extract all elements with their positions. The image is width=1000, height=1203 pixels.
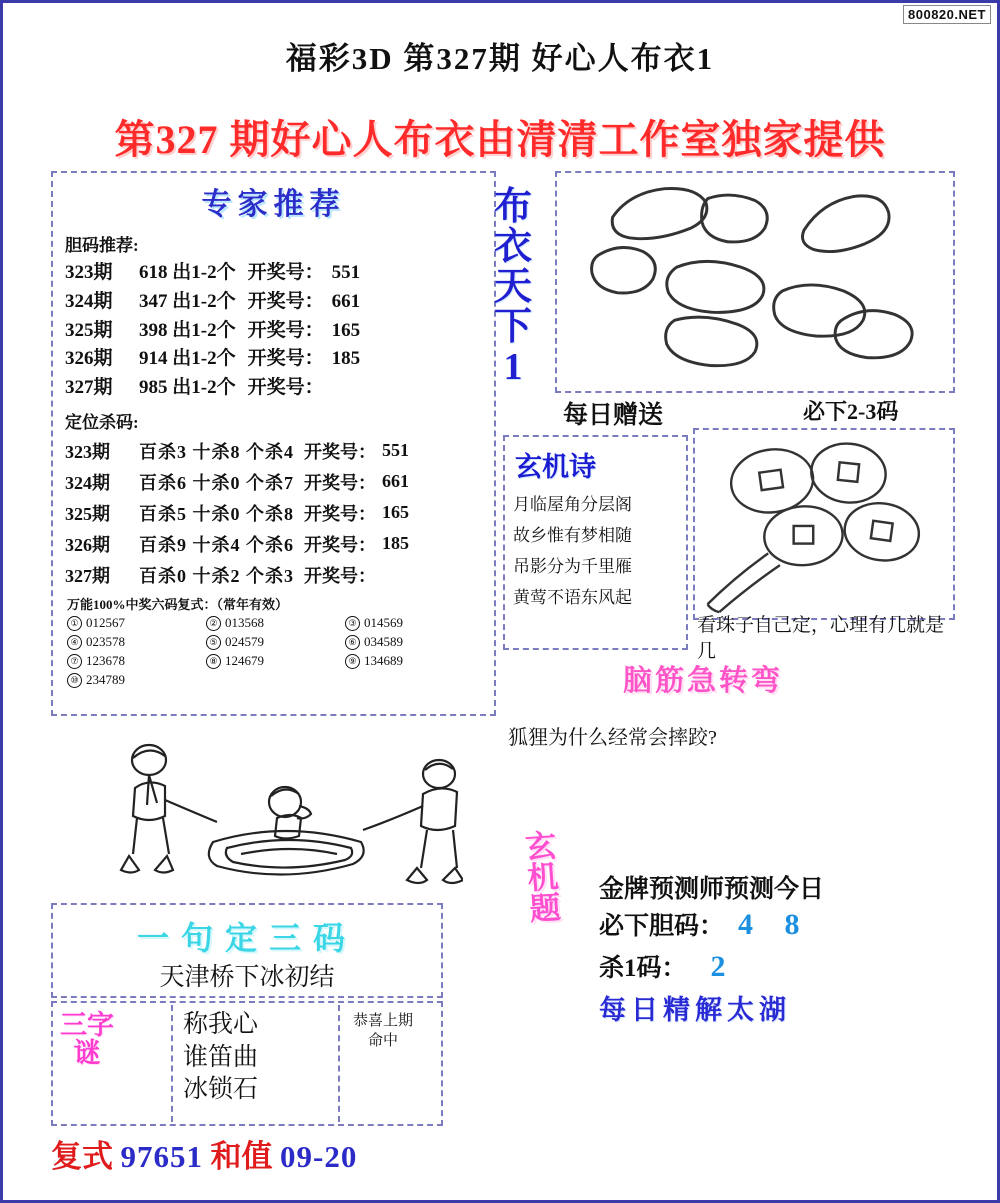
fushi-value: 97651 — [120, 1139, 203, 1174]
kill-code-label: 杀1码： — [599, 955, 687, 982]
xuanji-char: 机 — [526, 858, 560, 897]
draw-value: 185 — [382, 533, 409, 554]
index-icon: ⑥ — [345, 635, 360, 650]
index-icon: ① — [67, 616, 82, 631]
fushi-title: 万能100%中奖六码复式：（常年有效） — [67, 596, 289, 612]
people-illustration — [63, 738, 463, 898]
dingwei-row — [65, 469, 494, 495]
poem-line: 吊影分为千里雁 — [513, 557, 632, 576]
draw-label: 开奖号： — [304, 565, 376, 586]
watermark: 800820.NET — [903, 5, 991, 24]
issue-label: 326期 — [65, 348, 113, 370]
coins-drawing-icon — [695, 430, 953, 618]
xuanji-char: 题 — [528, 889, 562, 927]
draw-value: 551 — [382, 440, 409, 461]
index-icon: ③ — [345, 616, 360, 631]
draw-value: 551 — [331, 262, 361, 283]
dingwei-row — [65, 500, 494, 526]
pick-value: 985 出1-2个 — [139, 377, 236, 398]
fushi-code: 024579 — [225, 633, 264, 649]
three-code-title: 一句定三码 — [136, 920, 357, 956]
issue-label: 323期 — [65, 262, 113, 283]
fushi-code: 134689 — [364, 652, 403, 668]
issue-label: 327期 — [65, 377, 113, 398]
fushi-item — [206, 634, 345, 650]
draw-value: 185 — [331, 348, 361, 370]
index-icon: ⑨ — [345, 654, 360, 669]
fushi-item — [67, 634, 206, 650]
riddle-line: 称我心 — [183, 1011, 259, 1038]
kill-value: 百杀3 十杀8 个杀4 — [139, 441, 294, 462]
three-char-riddle-label: 三字谜 — [60, 1010, 114, 1069]
xuanji-vertical-label — [516, 829, 570, 925]
fushi-code: 013568 — [225, 614, 264, 630]
poem-line: 黄莺不语东风起 — [513, 588, 632, 607]
buyi-char: 1 — [503, 346, 523, 388]
hezhi-value: 09-20 — [280, 1139, 358, 1174]
danma-row — [65, 347, 494, 371]
issue-label: 324期 — [65, 472, 110, 493]
fushi-code: 023578 — [86, 633, 125, 649]
buyi-char: 天 — [493, 266, 532, 308]
buyi-vertical-title — [483, 188, 543, 433]
coin-note: 看珠子自己定，心理有几就是几 — [697, 615, 945, 662]
danma-row — [65, 261, 494, 285]
index-icon: ⑤ — [206, 635, 221, 650]
draw-label: 开奖号： — [304, 441, 376, 462]
issue-label: 325期 — [65, 319, 113, 341]
buyi-char: 衣 — [493, 226, 532, 268]
riddle-line: 冰锁石 — [183, 1076, 259, 1103]
must-code-note: 必下2-3码 — [803, 399, 899, 424]
draw-value: 661 — [382, 471, 409, 492]
draw-label: 开奖号： — [304, 472, 376, 493]
fushi-tag: 复式 — [51, 1139, 113, 1174]
kill-code-value: 2 — [710, 950, 726, 983]
danma-row — [65, 319, 494, 343]
must-code-value: 4 8 — [738, 908, 812, 941]
divider — [171, 1005, 173, 1122]
index-icon: ⑩ — [67, 673, 82, 688]
fushi-item — [67, 615, 206, 631]
fushi-code: 234789 — [86, 671, 125, 687]
three-code-sentence: 天津桥下冰初结 — [159, 964, 335, 991]
daily-taihu-label: 每日精解太湖 — [599, 995, 791, 1025]
poem-line: 故乡惟有梦相随 — [513, 526, 632, 545]
draw-label: 开奖号： — [304, 503, 376, 524]
fushi-item — [206, 653, 345, 669]
brain-teaser-question: 狐狸为什么经常会摔跤? — [508, 727, 717, 749]
draw-value: 661 — [331, 290, 361, 312]
danma-row — [65, 290, 494, 314]
draw-value: 165 — [331, 319, 361, 341]
three-char-riddle-panel — [51, 1001, 443, 1126]
fushi-item — [67, 653, 206, 669]
fushi-code: 014569 — [364, 614, 403, 630]
fushi-grid — [67, 615, 484, 688]
index-icon: ④ — [67, 635, 82, 650]
poem-line: 月临屋角分层阁 — [513, 495, 632, 514]
issue-label: 324期 — [65, 290, 113, 312]
buyi-char: 布 — [493, 186, 532, 228]
must-code-line — [599, 906, 812, 942]
hezhi-tag: 和值 — [210, 1139, 273, 1174]
pick-value: 914 出1-2个 — [139, 348, 236, 370]
divider — [338, 1005, 340, 1122]
coins-panel — [693, 428, 955, 620]
danma-row — [65, 376, 494, 400]
issue-label: 323期 — [65, 441, 110, 462]
pick-value: 398 出1-2个 — [139, 319, 236, 341]
artwork-panel — [555, 171, 955, 393]
people-drawing-icon — [63, 738, 463, 898]
gold-predictor-line: 金牌预测师预测今日 — [599, 876, 825, 903]
kill-code-line — [599, 948, 726, 984]
fushi-code: 034589 — [364, 633, 403, 649]
index-icon: ⑦ — [67, 654, 82, 669]
xuanji-char: 玄 — [524, 828, 558, 866]
headline-banner: 第327 期好心人布衣由清清工作室独家提供 — [114, 117, 886, 162]
poem-panel — [503, 435, 688, 650]
bottom-summary — [51, 1131, 471, 1176]
pick-value: 347 出1-2个 — [139, 290, 236, 312]
index-icon: ② — [206, 616, 221, 631]
issue-label: 325期 — [65, 503, 110, 524]
brain-teaser-title: 脑筋急转弯 — [623, 665, 784, 697]
draw-label: 开奖号： — [304, 534, 376, 555]
kill-value: 百杀6 十杀0 个杀7 — [139, 472, 294, 493]
issue-label: 327期 — [65, 565, 110, 586]
poem-title: 玄机诗 — [515, 452, 596, 482]
fushi-item — [345, 653, 484, 669]
congrats-note: 恭喜上期命中 — [353, 1013, 414, 1050]
riddle-line: 谁笛曲 — [183, 1043, 259, 1071]
danma-label: 胆码推荐: — [65, 236, 139, 255]
fushi-item — [345, 615, 484, 631]
sticks-drawing-icon — [557, 173, 953, 391]
dingwei-row — [65, 562, 494, 588]
draw-label: 开奖号： — [247, 348, 324, 370]
dingwei-row — [65, 438, 494, 464]
fushi-code: 012567 — [86, 614, 125, 630]
kill-value: 百杀0 十杀2 个杀3 — [139, 565, 294, 586]
draw-label: 开奖号： — [247, 377, 324, 398]
dingwei-label: 定位杀码: — [65, 412, 139, 432]
draw-label: 开奖号： — [247, 262, 324, 283]
draw-label: 开奖号： — [247, 319, 324, 341]
fushi-code: 123678 — [86, 652, 125, 668]
dingwei-row — [65, 531, 494, 557]
draw-label: 开奖号： — [247, 290, 324, 312]
kill-value: 百杀9 十杀4 个杀6 — [139, 534, 294, 555]
pick-value: 618 出1-2个 — [139, 262, 236, 283]
daily-gift-label: 每日赠送 — [563, 402, 664, 429]
expert-recommendation-panel — [51, 171, 496, 716]
three-char-riddle-lines — [183, 1009, 258, 1107]
issue-label: 326期 — [65, 534, 110, 555]
fushi-item — [206, 615, 345, 631]
must-code-label: 必下胆码： — [599, 913, 725, 940]
fushi-item — [345, 634, 484, 650]
fushi-item — [67, 672, 206, 688]
fushi-code: 124679 — [225, 652, 264, 668]
draw-value: 165 — [382, 502, 409, 523]
buyi-char: 下 — [493, 306, 532, 348]
expert-title: 专家推荐 — [201, 188, 346, 221]
kill-value: 百杀5 十杀0 个杀8 — [139, 503, 294, 524]
page-title: 福彩3D 第327期 好心人布衣1 — [285, 41, 715, 76]
index-icon: ⑧ — [206, 654, 221, 669]
